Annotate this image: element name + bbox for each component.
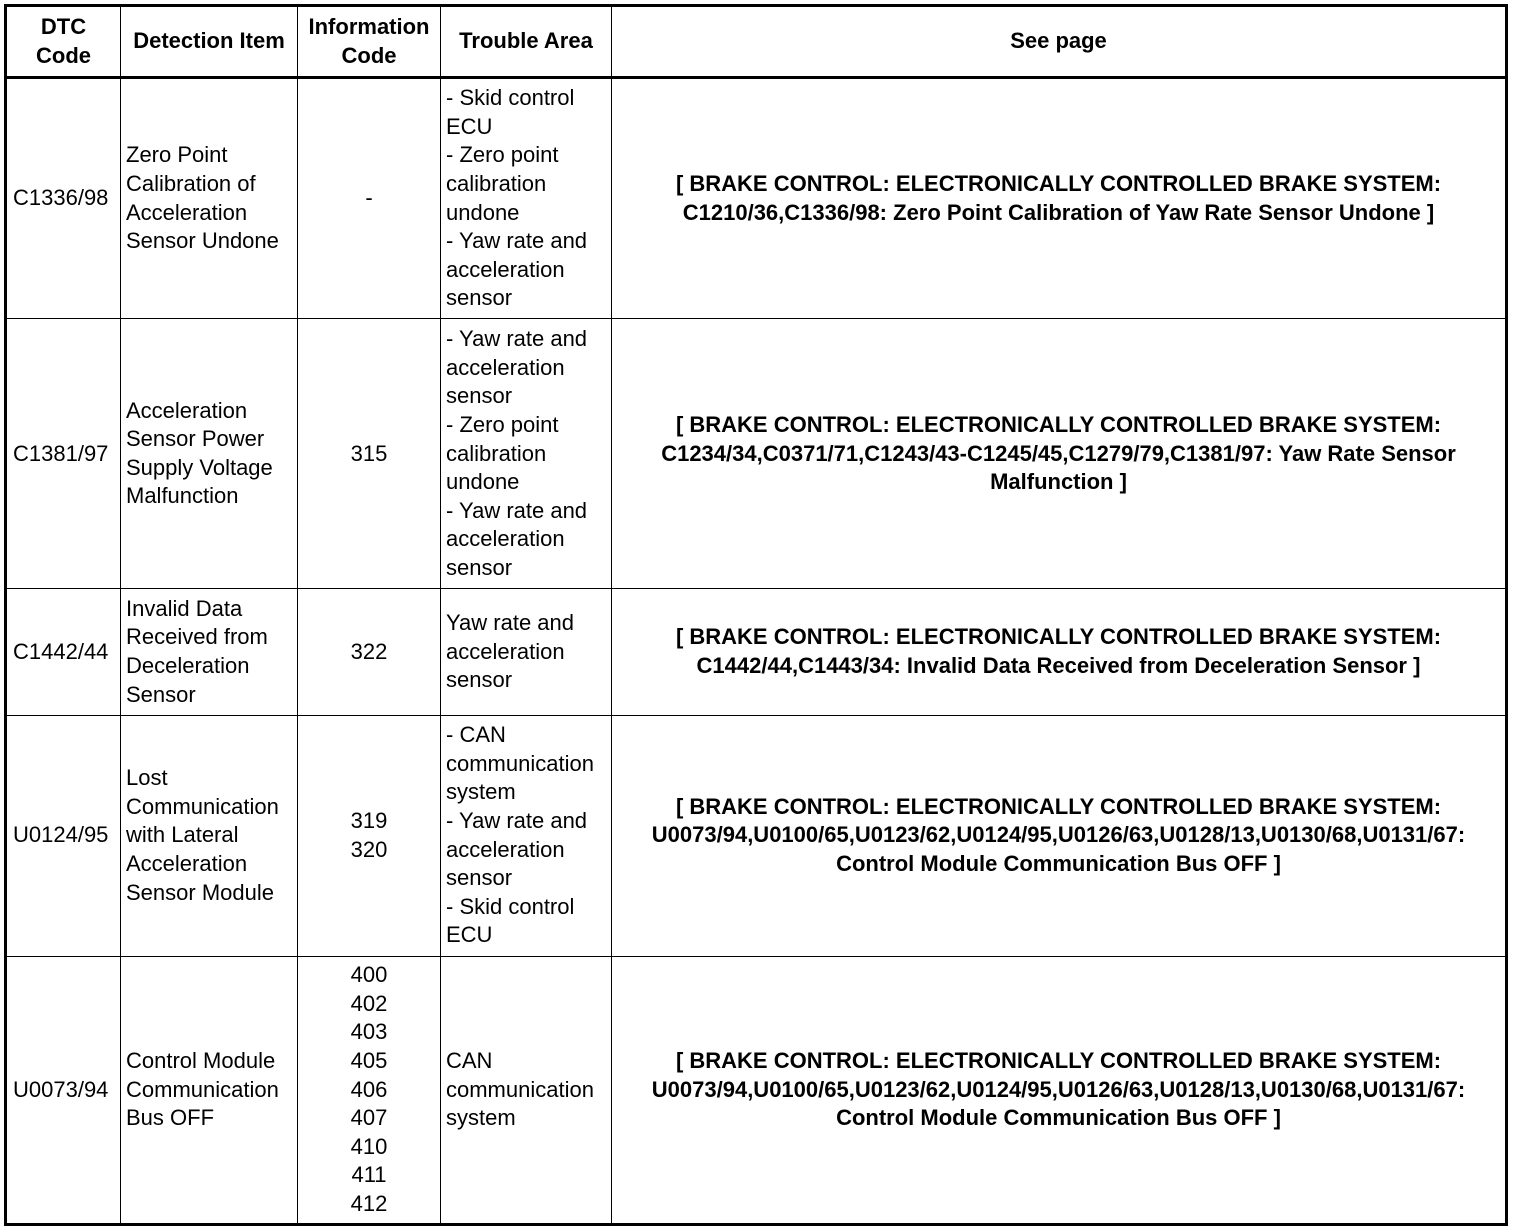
trouble-area-entry: - Yaw rate and acceleration sensor [446, 808, 588, 891]
see-page-text: Control Module Communication Bus OFF ] [836, 850, 1281, 876]
information-code: 315 [350, 440, 388, 466]
trouble-area-cell [441, 319, 612, 589]
information-code: 412 [350, 1190, 388, 1216]
information-code: 322 [350, 638, 388, 664]
trouble-area-entry: CAN communication system [446, 1047, 594, 1131]
table-row [6, 715, 1507, 956]
see-page-cell [612, 956, 1507, 1224]
detection-item-cell: Lost Communication with Lateral Acceleration Sensor Module [121, 715, 298, 956]
header-dtc-code: DTC Code [6, 6, 121, 78]
information-code: 407 [350, 1105, 388, 1131]
information-code: 405 [350, 1047, 388, 1073]
trouble-area-entry: - Skid control ECU [446, 85, 575, 139]
information-code: 319 [350, 808, 388, 834]
table-row [6, 319, 1507, 589]
detection-item-cell: Zero Point Calibration of Acceleration Sensor Undone [121, 78, 298, 319]
trouble-area-entry: - Yaw rate and acceleration sensor [446, 228, 588, 311]
dtc-table [4, 4, 1508, 1226]
trouble-area-entry: - Skid control ECU [446, 893, 575, 948]
detection-item-cell: Invalid Data Received from Deceleration Sensor [121, 589, 298, 715]
trouble-area-entry: Yaw rate and acceleration sensor [446, 610, 575, 693]
information-code-cell [298, 319, 441, 589]
dtc-code-cell: U0124/95 [6, 715, 121, 956]
see-page-text: [ BRAKE CONTROL: ELECTRONICALLY CONTROLLED BRAKE SYSTEM: [675, 624, 1442, 650]
table-row [6, 956, 1507, 1224]
see-page-text: C1234/34,C0371/71,C1243/43-C1245/45,C1279/79,C1381/97: Yaw Rate Sensor [661, 440, 1456, 466]
information-code-cell [298, 78, 441, 319]
table-row [6, 78, 1507, 319]
see-page-cell [612, 319, 1507, 589]
header-information-code: Information Code [298, 6, 441, 78]
information-code: 406 [350, 1076, 388, 1102]
information-code: 410 [350, 1133, 388, 1159]
trouble-area-cell [441, 956, 612, 1224]
dtc-code-cell: C1336/98 [6, 78, 121, 319]
see-page-cell [612, 589, 1507, 715]
information-code: 320 [350, 836, 388, 862]
information-code-cell [298, 956, 441, 1224]
dtc-code-cell: U0073/94 [6, 956, 121, 1224]
trouble-area-cell [441, 715, 612, 956]
detection-item-cell: Control Module Communication Bus OFF [121, 956, 298, 1224]
header-see-page: See page [612, 6, 1507, 78]
see-page-text: [ BRAKE CONTROL: ELECTRONICALLY CONTROLLED BRAKE SYSTEM: [675, 793, 1442, 819]
see-page-text: [ BRAKE CONTROL: ELECTRONICALLY CONTROLLED BRAKE SYSTEM: [675, 1047, 1442, 1073]
trouble-area-entry: - CAN communication system [446, 722, 594, 805]
trouble-area-entry: - Yaw rate and acceleration sensor [446, 326, 588, 409]
information-code: 402 [350, 990, 388, 1016]
dtc-code-cell: C1381/97 [6, 319, 121, 589]
see-page-text: Control Module Communication Bus OFF ] [836, 1105, 1281, 1131]
see-page-text: U0073/94,U0100/65,U0123/62,U0124/95,U0126/63,U0128/13,U0130/68,U0131/67: [651, 822, 1466, 848]
trouble-area-entry: - Zero point calibration undone [446, 411, 559, 495]
detection-item-cell: Acceleration Sensor Power Supply Voltage Malfunction [121, 319, 298, 589]
see-page-text: [ BRAKE CONTROL: ELECTRONICALLY CONTROLLED BRAKE SYSTEM: [675, 411, 1442, 437]
information-code-cell [298, 715, 441, 956]
trouble-area-cell [441, 589, 612, 715]
see-page-text: C1210/36,C1336/98: Zero Point Calibration of Yaw Rate Sensor Undone ] [682, 199, 1435, 225]
header-row [6, 6, 1507, 78]
information-code: 400 [350, 962, 388, 988]
see-page-cell [612, 78, 1507, 319]
table-row [6, 589, 1507, 715]
see-page-text: [ BRAKE CONTROL: ELECTRONICALLY CONTROLLED BRAKE SYSTEM: [675, 171, 1442, 196]
see-page-text: Malfunction ] [990, 469, 1127, 495]
see-page-text: U0073/94,U0100/65,U0123/62,U0124/95,U0126/63,U0128/13,U0130/68,U0131/67: [651, 1076, 1466, 1102]
trouble-area-entry: - Yaw rate and acceleration sensor [446, 497, 588, 580]
dtc-code-cell: C1442/44 [6, 589, 121, 715]
trouble-area-entry: - Zero point calibration undone [446, 142, 559, 225]
information-code: 411 [351, 1162, 387, 1188]
see-page-text: C1442/44,C1443/34: Invalid Data Received from Deceleration Sensor ] [696, 652, 1421, 678]
information-code: 403 [350, 1019, 388, 1045]
see-page-cell [612, 715, 1507, 956]
header-trouble-area: Trouble Area [441, 6, 612, 78]
header-detection-item: Detection Item [121, 6, 298, 78]
information-code-cell [298, 589, 441, 715]
trouble-area-cell [441, 78, 612, 319]
information-code: - [365, 185, 373, 211]
